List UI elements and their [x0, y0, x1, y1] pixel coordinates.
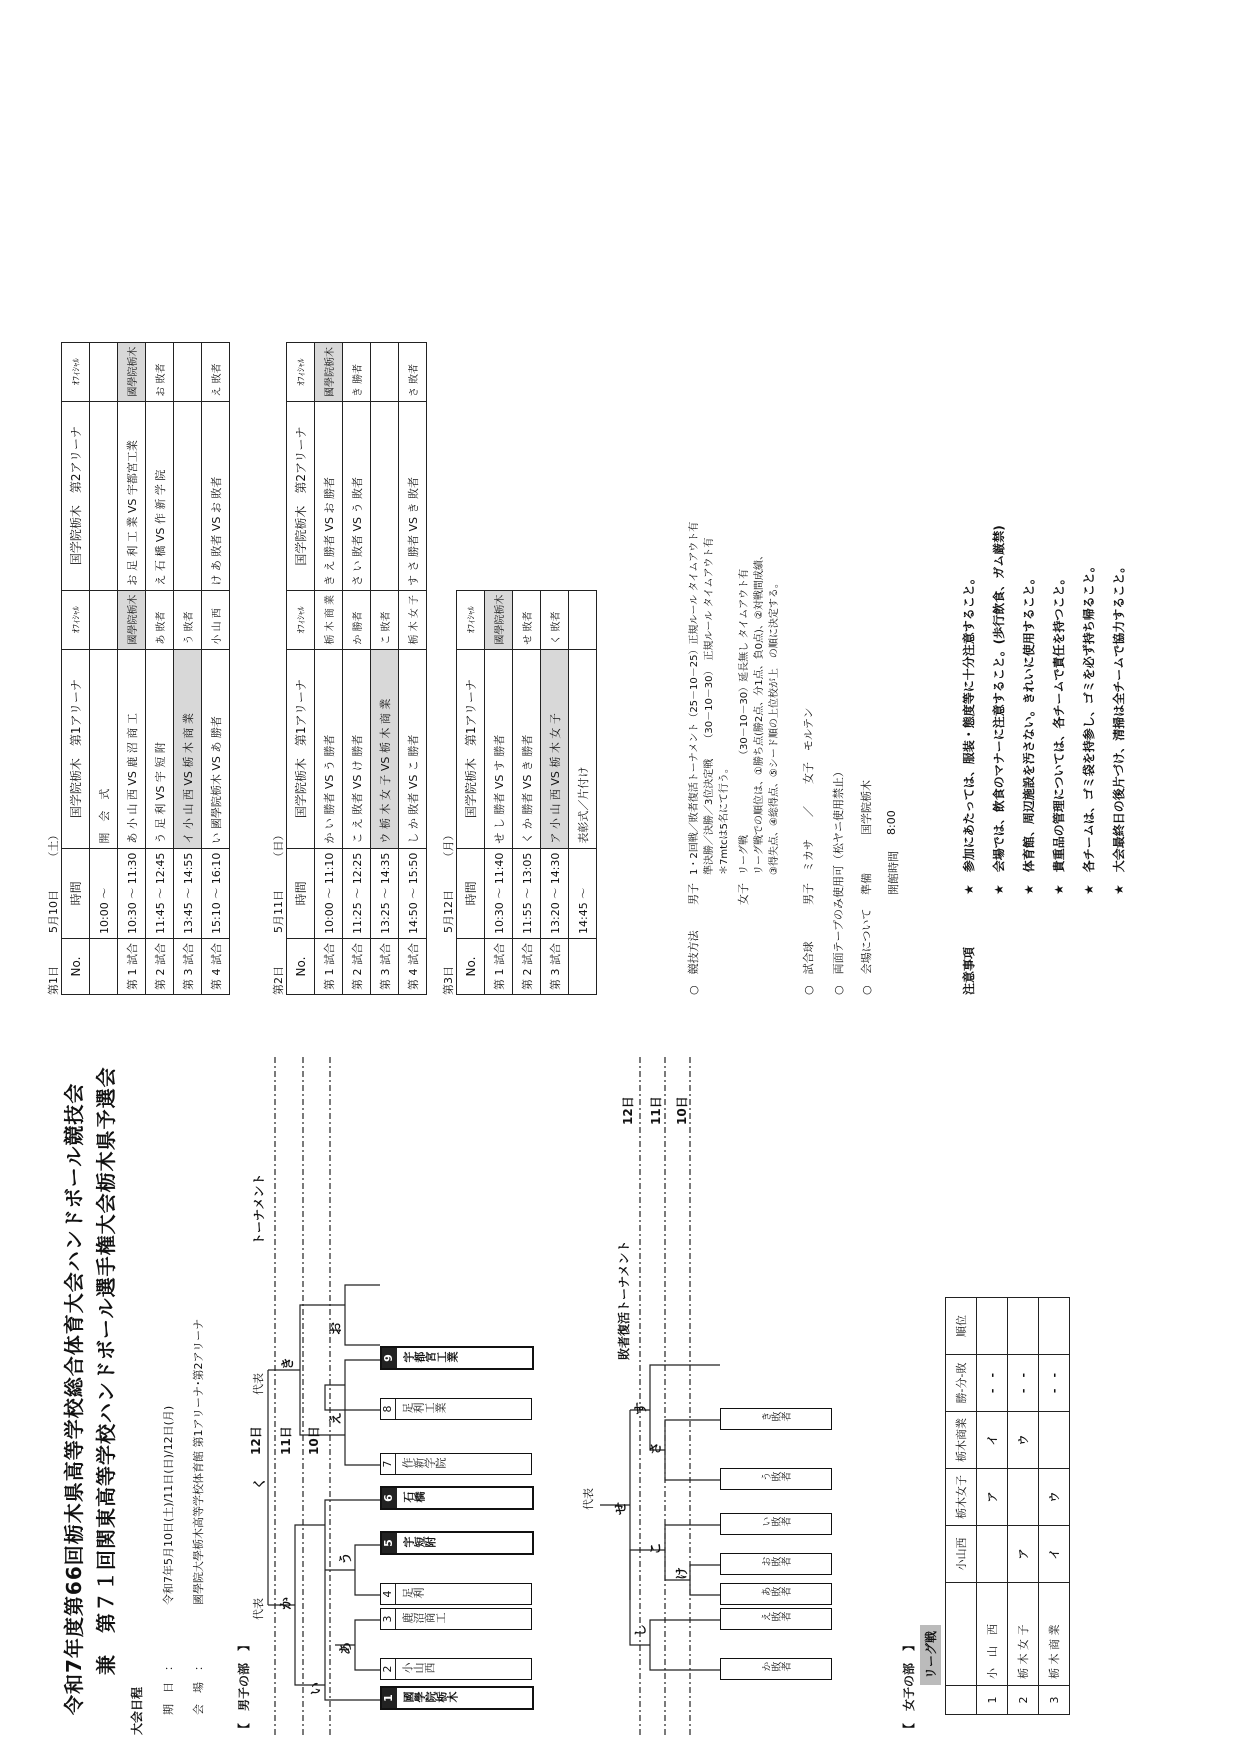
league-cell [1039, 1412, 1070, 1469]
team-name: 小山西 [402, 1662, 435, 1675]
boys-rule-3: ＊7mtcは5名にて行う。 [719, 763, 730, 875]
schedule-table: No. 時間 国学院栃木 第1アリーナ ｵﾌｨｼｬﾙ 国学院栃木 第2アリーナ ｵﾌｨｼｬﾙ 10:00 ～ 開 会 式 第 1 試合 10:30 ～ 11:30 あ 小 山 西 VS 鹿 沼 商 工 國學院栃木 お 足 利 工 業 VS 宇都宮工業 國學院栃木 第 2 試合 11:45 ～ 12:45 う 足 利 VS 宇 短 附 あ 敗者 え 石 橋 VS 作 新 学 院 お 敗者 第 3 試合 13:45 ～ 14:55 イ 小 山 西 VS 栃 木 商 業 う 敗者 第 4 試合 15:10 ～ 16:10 い 國學院栃木 VS あ 勝者 小 山 西 け あ 敗者 VS お 敗者 え 敗者 [61, 342, 230, 995]
consolation-label: 敗者復活トーナメント [617, 1240, 631, 1360]
match-mark-ki: き [281, 1356, 296, 1370]
team-box-8 [380, 1398, 532, 1420]
cons-rep-label: 代表 [582, 1488, 595, 1510]
day-header: 第3日 5月12日 （月） [442, 829, 455, 995]
schedule-row: 10:00 ～ 開 会 式 [90, 342, 118, 994]
league-cell [977, 1526, 1008, 1583]
team-name: 鹿沼商工 [402, 1612, 446, 1625]
schedule-row: 第 1 試合 10:00 ～ 11:10 か い 勝者 VS う 勝者 栃 木 商 業 き え 勝者 VS お 勝者 國學院栃木 [315, 343, 343, 995]
consolation-slot: い敗者 [720, 1513, 832, 1535]
team-name: 宇短附 [403, 1536, 436, 1549]
cons-day-label-11: 11日 [649, 1096, 663, 1125]
team-name: 足利工業 [402, 1402, 446, 1415]
boys-heading: 【 男子の部 】 [237, 1638, 251, 1735]
prep-value: 国学院栃木 [860, 780, 873, 835]
league-row: 3 栃 木 商 業 イ ウ - - [1039, 1298, 1070, 1715]
venue-note-label: ○ 会場について [860, 908, 873, 995]
girls-rule-3: ③得失点、④総得点、⑤シード順の上位校が上 の順に決定する。 [769, 578, 780, 875]
consolation-slot: え敗者 [720, 1608, 832, 1630]
team-box-7 [380, 1453, 532, 1475]
match-mark-a: あ [339, 1641, 354, 1655]
boys-rule-2: 準決勝／決勝／3位決定戦 （30－10－30） 正規ルール タイムアウト有 [704, 537, 715, 875]
team-box-2 [380, 1658, 532, 1680]
open-time-label: 開館時間 [887, 851, 900, 895]
team-name: 足利 [402, 1587, 424, 1600]
schedule-row: 第 3 試合 13:25 ～ 14:35 ウ 栃 木 女 子 VS 栃 木 商 業 こ 敗者 [371, 343, 399, 995]
day-1-schedule [45, 342, 230, 995]
match-mark-ka: か [279, 1596, 294, 1610]
league-col-4: 順位 [946, 1298, 977, 1355]
league-row: 1 小 山 西 ア イ - - [977, 1298, 1008, 1715]
team-no: 6 [382, 1488, 397, 1508]
team-name: 作新学院 [402, 1457, 446, 1470]
league-cell: ア [977, 1469, 1008, 1526]
team-no: 3 [381, 1609, 396, 1629]
league-cell: - - [1008, 1355, 1039, 1412]
schedule-row: 第 2 試合 11:25 ～ 12:25 こ え 敗者 VS け 勝者 か 勝者 さ い 敗者 VS う 敗者 き 勝者 [343, 343, 371, 995]
consolation-slot: き敗者 [720, 1408, 832, 1430]
consolation-slot: あ敗者 [720, 1583, 832, 1605]
league-cell: - - [977, 1355, 1008, 1412]
tournament-label: トーナメント [252, 1173, 266, 1245]
team-box-6 [380, 1486, 534, 1510]
day-header: 第1日 5月10日 （土） [47, 829, 60, 995]
cons-mark-su: す [634, 1401, 649, 1415]
caution-item-1: ★ 参加にあたっては、服装・態度等に十分注意すること。 [962, 572, 976, 895]
cons-day-label-10: 10日 [675, 1096, 689, 1125]
boys-rule-1: 1・2回戦／敗者復活トーナメント（25－10－25）正規ルール タイムアウト有 [689, 521, 700, 875]
league-cell [1008, 1469, 1039, 1526]
date-value: 令和7年5月10日(土)/11日(日)/12日(月) [162, 1405, 175, 1605]
league-cell: ウ [1008, 1412, 1039, 1469]
league-cell: イ [1039, 1526, 1070, 1583]
consolation-slot: か敗者 [720, 1658, 832, 1680]
match-mark-ku: く [253, 1476, 268, 1490]
girls-rule-2: リーグ戦での順位は、①勝ち点(勝2点、分1点、負0点)、②対戦間成績、 [754, 550, 765, 875]
boys-rule-label: 男子 [687, 883, 700, 905]
match-mark-o: お [329, 1321, 344, 1335]
schedule-row: 第 4 試合 14:50 ～ 15:50 し か 敗者 VS こ 勝者 栃 木 女 子 す さ 勝者 VS き 敗者 さ 敗者 [399, 343, 427, 995]
team-box-9 [380, 1346, 534, 1370]
cons-day-label-12: 12日 [621, 1096, 635, 1125]
team-box-1 [380, 1686, 534, 1710]
schedule-heading: 大会日程 [130, 1686, 144, 1735]
team-box-4 [380, 1583, 532, 1605]
venue-value: 國學院大學栃木高等学校体育館 第1アリーナ･第2アリーナ [192, 1318, 205, 1605]
schedule-row: 第 2 試合 11:45 ～ 12:45 う 足 利 VS 宇 短 附 あ 敗者 え 石 橋 VS 作 新 学 院 お 敗者 [146, 342, 174, 994]
tape-note: ○ 両面テープのみ使用可（松ヤニ使用禁止） [832, 765, 845, 995]
schedule-table: No. 時間 国学院栃木 第1アリーナ ｵﾌｨｼｬﾙ 国学院栃木 第2アリーナ ｵﾌｨｼｬﾙ 第 1 試合 10:00 ～ 11:10 か い 勝者 VS う 勝者 栃 木 商 業 き え 勝者 VS お 勝者 國學院栃木 第 2 試合 11:25 ～ 12:25 こ え 敗者 VS け 勝者 か 勝者 さ い 敗者 VS う 敗者 き 勝者 第 3 試合 13:25 ～ 14:35 ウ 栃 木 女 子 VS 栃 木 商 業 こ 敗者 第 4 試合 14:50 ～ 15:50 し か 敗者 VS こ 勝者 栃 木 女 子 す さ 勝者 VS き 敗者 さ 敗者 [286, 342, 427, 995]
day-label-11: 11日 [279, 1426, 293, 1455]
team-no: 5 [382, 1533, 397, 1553]
cons-mark-se: せ [614, 1501, 629, 1515]
ball-value: 男子 ミカサ ／ 女子 モルテン [802, 707, 815, 905]
rep-label-1: 代表 [252, 1598, 265, 1620]
schedule-table: No. 時間 国学院栃木 第1アリーナ ｵﾌｨｼｬﾙ 第 1 試合 10:30 ～ 11:40 せ し 勝者 VS す 勝者 國學院栃木 第 2 試合 11:55 ～ 13:05 く か 勝者 VS き 勝者 せ 敗者 第 3 試合 13:20 ～ 14:30 ア 小 山 西 VS 栃 木 女 子 く 敗者 14:45 ～ 表彰式／片付け [456, 590, 597, 995]
prep-label: 準備 [860, 873, 873, 895]
league-cell: ウ [1039, 1469, 1070, 1526]
venue-label: 会 場 ： [192, 1660, 205, 1715]
team-no: 9 [382, 1348, 397, 1368]
schedule-row: 第 4 試合 15:10 ～ 16:10 い 國學院栃木 VS あ 勝者 小 山 西 け あ 敗者 VS お 敗者 え 敗者 [202, 342, 230, 994]
open-time-value: 8:00 [885, 810, 898, 835]
ball-label: ○ 試合球 [802, 941, 815, 995]
league-cell: ア [1008, 1526, 1039, 1583]
title-line-1: 令和7年度第66回栃木県高等学校総合体育大会ハンドボール競技会 [62, 1082, 86, 1715]
day-label-10: 10日 [307, 1426, 321, 1455]
schedule-row: 第 1 試合 10:30 ～ 11:30 あ 小 山 西 VS 鹿 沼 商 工 國學院栃木 お 足 利 工 業 VS 宇都宮工業 國學院栃木 [118, 342, 146, 994]
girls-rule-label: 女子 [737, 883, 750, 905]
schedule-row: 第 1 試合 10:30 ～ 11:40 せ し 勝者 VS す 勝者 國學院栃木 [485, 590, 513, 994]
rep-label-2: 代表 [252, 1373, 265, 1395]
schedule-row: 第 3 試合 13:20 ～ 14:30 ア 小 山 西 VS 栃 木 女 子 く 敗者 [541, 590, 569, 994]
league-col-0: 小山西 [946, 1526, 977, 1583]
bracket-lines [268, 1055, 720, 1735]
league-cell [977, 1298, 1008, 1355]
day-label-12: 12日 [249, 1426, 263, 1455]
day-3-schedule [440, 590, 597, 995]
cons-mark-sa: さ [649, 1441, 664, 1455]
title-line-2: 兼 第７１回関東高等学校ハンドボール選手権大会栃木県予選会 [94, 1066, 118, 1675]
team-no: 4 [381, 1584, 396, 1604]
league-table [945, 1297, 1070, 1715]
league-row: 2 栃 木 女 子 ア ウ - - [1008, 1298, 1039, 1715]
team-name: 宇都宮工業 [403, 1351, 458, 1364]
caution-item-5: ★ 各チームは、ゴミ袋を持参し、ゴミを必ず持ち帰ること。 [1082, 560, 1096, 895]
team-name: 國學院栃木 [403, 1691, 458, 1704]
girls-rule-1: リーグ戦 （30－10－30）延長無し タイムアウト有 [739, 568, 750, 875]
schedule-row: 14:45 ～ 表彰式／片付け [569, 590, 597, 994]
day-2-schedule [270, 342, 427, 995]
league-cell [1008, 1298, 1039, 1355]
league-cell: - - [1039, 1355, 1070, 1412]
league-col-1: 栃木女子 [946, 1469, 977, 1526]
team-box-3 [380, 1608, 532, 1630]
caution-label: 注意事項 [962, 946, 976, 995]
league-col-2: 栃木商業 [946, 1412, 977, 1469]
match-mark-e: え [329, 1411, 344, 1425]
team-no: 2 [381, 1659, 396, 1679]
schedule-row: 第 3 試合 13:45 ～ 14:55 イ 小 山 西 VS 栃 木 商 業 う 敗者 [174, 342, 202, 994]
team-box-5 [380, 1531, 534, 1555]
league-cell: イ [977, 1412, 1008, 1469]
cons-mark-ke: け [675, 1566, 690, 1580]
day-header: 第2日 5月11日 （日） [272, 829, 285, 995]
consolation-slot: お敗者 [720, 1553, 832, 1575]
team-name: 石橋 [403, 1491, 425, 1504]
league-col-3: 勝-分-敗 [946, 1355, 977, 1412]
caution-item-6: ★ 大会最終日の後片づけ、清掃は全チームで協力すること。 [1112, 560, 1126, 895]
consolation-slot: う敗者 [720, 1468, 832, 1490]
match-mark-i: い [309, 1681, 324, 1695]
caution-item-3: ★ 体育館、周辺施設を汚さない。きれいに使用すること。 [1022, 572, 1036, 895]
match-mark-u: う [339, 1551, 354, 1565]
girls-heading: 【 女子の部 】 [902, 1638, 916, 1735]
caution-item-4: ★ 貴重品の管理については、各チームで責任を持つこと。 [1052, 572, 1066, 895]
cons-mark-ko: こ [649, 1541, 664, 1555]
team-no: 1 [382, 1688, 397, 1708]
caution-item-2: ★ 会場では、飲食のマナーに注意すること。(歩行飲食、ガム厳禁) [992, 525, 1006, 895]
method-label: ○ 競技方法 [687, 930, 700, 995]
team-no: 7 [381, 1454, 396, 1474]
team-no: 8 [381, 1399, 396, 1419]
league-label: リーグ戦 [920, 1625, 941, 1685]
league-cell [1039, 1298, 1070, 1355]
schedule-row: 第 2 試合 11:55 ～ 13:05 く か 勝者 VS き 勝者 せ 敗者 [513, 590, 541, 994]
cons-mark-shi: し [634, 1623, 649, 1637]
date-label: 期 日 ： [162, 1660, 175, 1715]
